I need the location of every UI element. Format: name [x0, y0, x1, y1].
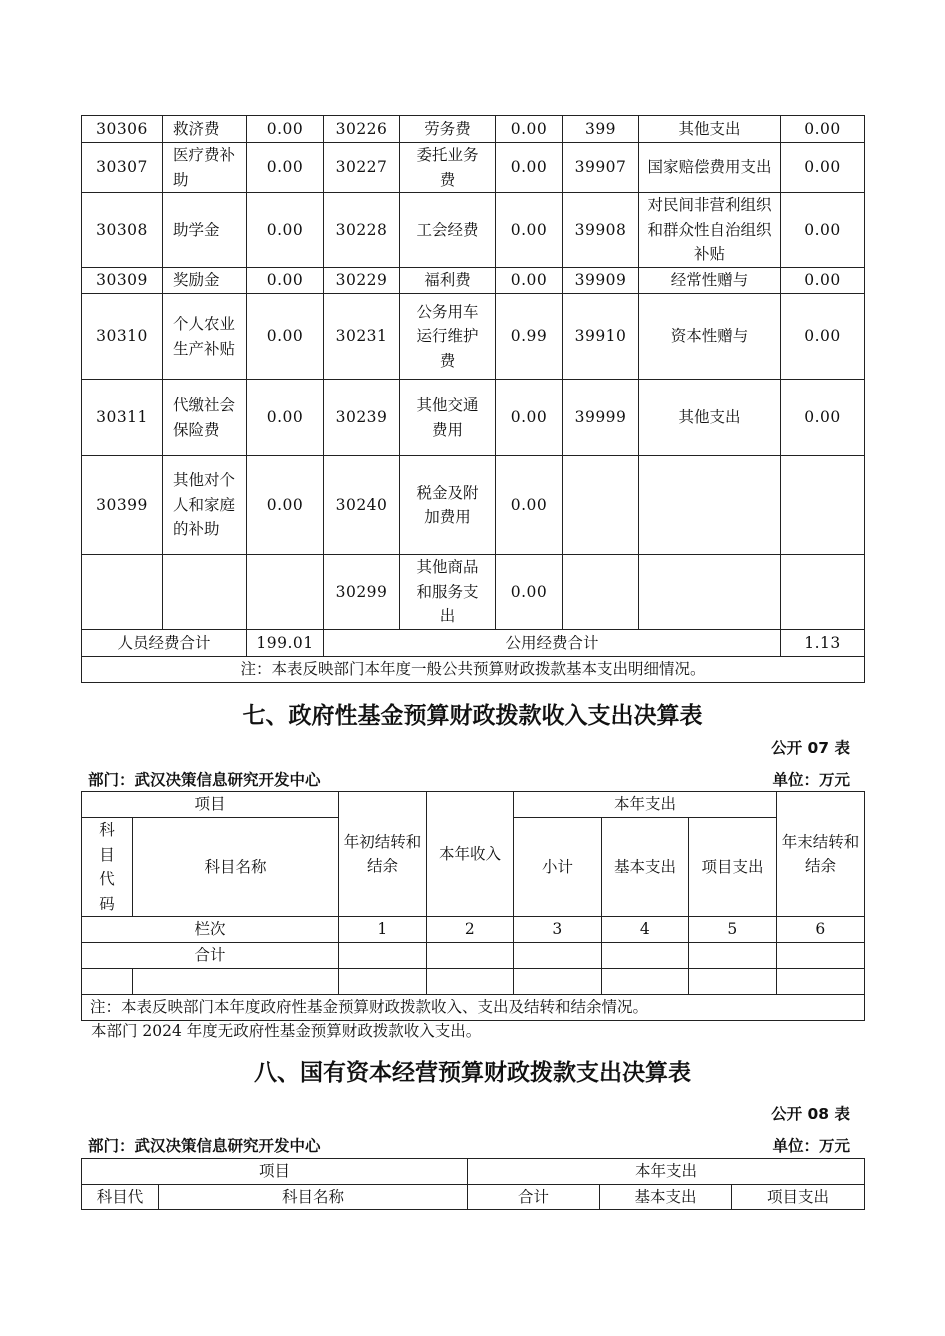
- table7-note: 注：本表反映部门本年度政府性基金预算财政拨款收入、支出及结转和结余情况。: [82, 995, 865, 1021]
- personnel-total-label: 人员经费合计: [82, 630, 247, 657]
- table-cell-c4: 30229: [324, 268, 400, 294]
- table7-note-row: [82, 995, 865, 1021]
- header-project: 项目: [82, 1159, 468, 1185]
- table-cell-c8: [639, 456, 781, 555]
- empty-cell: [427, 969, 514, 995]
- header-income: 本年收入: [427, 792, 514, 917]
- empty-cell: [339, 943, 427, 969]
- col-num: 3: [514, 917, 602, 943]
- table-cell-c5: 税金及附加费用: [400, 456, 496, 555]
- table-cell-c5: 劳务费: [400, 116, 496, 143]
- table-cell-c3: 0.00: [247, 380, 324, 456]
- header-begin-balance: 年初结转和结余: [339, 792, 427, 917]
- empty-cell: [602, 943, 689, 969]
- table-cell-c5: 工会经费: [400, 193, 496, 268]
- table-cell-c2: 救济费: [163, 116, 247, 143]
- header-subject-code: 科目代: [82, 1184, 159, 1210]
- table-cell-c6: 0.00: [496, 193, 563, 268]
- personnel-total-value: 199.01: [247, 630, 324, 657]
- table-cell-c1: 30310: [82, 294, 163, 380]
- table-cell-c2: [163, 555, 247, 630]
- table-cell-c6: 0.99: [496, 294, 563, 380]
- table-cell-c4: 30239: [324, 380, 400, 456]
- header-basic-expense: 基本支出: [600, 1184, 732, 1210]
- table-cell-c8: 其他支出: [639, 116, 781, 143]
- table-cell-c9: [781, 456, 865, 555]
- table-cell-c5: 福利费: [400, 268, 496, 294]
- table-cell-c3: 0.00: [247, 193, 324, 268]
- table-cell-c3: 0.00: [247, 268, 324, 294]
- table-cell-c9: [781, 555, 865, 630]
- empty-cell: [514, 969, 602, 995]
- col-num: 1: [339, 917, 427, 943]
- table-cell-c6: 0.00: [496, 555, 563, 630]
- table-cell-c8: 对民间非营利组织和群众性自治组织补贴: [639, 193, 781, 268]
- table6-note-row: [82, 657, 865, 683]
- total-label: 合计: [82, 943, 339, 969]
- table-cell-c2: 代缴社会保险费: [163, 380, 247, 456]
- column-number-row: [82, 917, 865, 943]
- section8-unit: 单位：万元: [772, 1137, 850, 1155]
- table-cell-c9: 0.00: [781, 143, 865, 193]
- table-cell-c5: 公务用车运行维护费: [400, 294, 496, 380]
- header-end-balance: 年末结转和结余: [777, 792, 865, 917]
- table-row: [82, 116, 865, 143]
- table-cell-c4: 30299: [324, 555, 400, 630]
- table-row: [82, 456, 865, 555]
- table-cell-c2: 其他对个人和家庭的补助: [163, 456, 247, 555]
- table-cell-c7: [563, 456, 639, 555]
- table-cell-c7: 39910: [563, 294, 639, 380]
- basic-expense-detail-table: [81, 115, 865, 683]
- col-num: 2: [427, 917, 514, 943]
- state-capital-table: [81, 1158, 865, 1210]
- table-cell-c8: 经常性赠与: [639, 268, 781, 294]
- table-cell-c4: 30240: [324, 456, 400, 555]
- total-row: [82, 943, 865, 969]
- table-cell-c3: [247, 555, 324, 630]
- section8-department: 部门：武汉决策信息研究开发中心: [88, 1137, 321, 1155]
- lanci-label: 栏次: [82, 917, 339, 943]
- public-total-value: 1.13: [781, 630, 865, 657]
- table-cell-c2: 助学金: [163, 193, 247, 268]
- table-cell-c7: 39909: [563, 268, 639, 294]
- table-row: [82, 193, 865, 268]
- table-cell-c2: 医疗费补助: [163, 143, 247, 193]
- table-cell-c9: 0.00: [781, 268, 865, 294]
- table-row: [82, 555, 865, 630]
- table-cell-c5: 其他交通费用: [400, 380, 496, 456]
- header-project-expense: 项目支出: [689, 818, 777, 917]
- section7-unit: 单位：万元: [772, 771, 850, 789]
- table-cell-c1: 30311: [82, 380, 163, 456]
- section7-table-no: 公开 07 表: [771, 739, 850, 757]
- table-cell-c9: 0.00: [781, 294, 865, 380]
- table-cell-c8: 资本性赠与: [639, 294, 781, 380]
- empty-cell: [689, 943, 777, 969]
- table-cell-c7: 39908: [563, 193, 639, 268]
- table-cell-c1: 30309: [82, 268, 163, 294]
- col-num: 4: [602, 917, 689, 943]
- table-cell-c2: 个人农业生产补贴: [163, 294, 247, 380]
- table-cell-c3: 0.00: [247, 143, 324, 193]
- table-cell-c6: 0.00: [496, 456, 563, 555]
- section7-department: 部门：武汉决策信息研究开发中心: [88, 771, 321, 789]
- table-row: [82, 268, 865, 294]
- table-cell-c8: [639, 555, 781, 630]
- personnel-total-row: [82, 630, 865, 657]
- table-cell-c4: 30228: [324, 193, 400, 268]
- header-subject-code: 科目代码: [82, 818, 133, 917]
- header-basic-expense: 基本支出: [602, 818, 689, 917]
- empty-cell: [777, 943, 865, 969]
- table-cell-c4: 30227: [324, 143, 400, 193]
- table-cell-c8: 国家赔偿费用支出: [639, 143, 781, 193]
- table-cell-c7: 39999: [563, 380, 639, 456]
- empty-cell: [777, 969, 865, 995]
- header-subject-name: 科目名称: [159, 1184, 468, 1210]
- gov-fund-table: [81, 791, 865, 1021]
- table-cell-c3: 0.00: [247, 456, 324, 555]
- table-cell-c7: [563, 555, 639, 630]
- table-cell-c1: [82, 555, 163, 630]
- header-subtotal: 小计: [514, 818, 602, 917]
- table-row: [82, 143, 865, 193]
- header-project: 项目: [82, 792, 339, 818]
- table-cell-c4: 30226: [324, 116, 400, 143]
- empty-cell: [427, 943, 514, 969]
- table-cell-c1: 30306: [82, 116, 163, 143]
- table-cell-c8: 其他支出: [639, 380, 781, 456]
- table-cell-c5: 其他商品和服务支出: [400, 555, 496, 630]
- table-cell-c4: 30231: [324, 294, 400, 380]
- table-cell-c7: 399: [563, 116, 639, 143]
- empty-cell: [514, 943, 602, 969]
- empty-cell: [133, 969, 339, 995]
- table-row: [82, 380, 865, 456]
- table-cell-c1: 30399: [82, 456, 163, 555]
- empty-cell: [689, 969, 777, 995]
- empty-cell: [602, 969, 689, 995]
- public-total-label: 公用经费合计: [324, 630, 781, 657]
- table-cell-c9: 0.00: [781, 116, 865, 143]
- section8-title: 八、国有资本经营预算财政拨款支出决算表: [254, 1060, 691, 1086]
- section7-title: 七、政府性基金预算财政拨款收入支出决算表: [242, 703, 703, 729]
- table-cell-c9: 0.00: [781, 380, 865, 456]
- table-cell-c6: 0.00: [496, 116, 563, 143]
- header-current-expense: 本年支出: [468, 1159, 865, 1185]
- blank-row: [82, 969, 865, 995]
- table-cell-c7: 39907: [563, 143, 639, 193]
- table-cell-c1: 30308: [82, 193, 163, 268]
- table-cell-c1: 30307: [82, 143, 163, 193]
- col-num: 6: [777, 917, 865, 943]
- header-subject-name: 科目名称: [133, 818, 339, 917]
- table-cell-c6: 0.00: [496, 143, 563, 193]
- table-row: [82, 294, 865, 380]
- table6-note: 注：本表反映部门本年度一般公共预算财政拨款基本支出明细情况。: [82, 657, 865, 683]
- table-cell-c2: 奖励金: [163, 268, 247, 294]
- table-cell-c3: 0.00: [247, 116, 324, 143]
- header-current-expense: 本年支出: [514, 792, 777, 818]
- header-project-expense: 项目支出: [732, 1184, 865, 1210]
- section7-remark: 本部门 2024 年度无政府性基金预算财政拨款收入支出。: [91, 1022, 482, 1040]
- col-num: 5: [689, 917, 777, 943]
- table-cell-c6: 0.00: [496, 268, 563, 294]
- table-cell-c9: 0.00: [781, 193, 865, 268]
- table-cell-c6: 0.00: [496, 380, 563, 456]
- empty-cell: [339, 969, 427, 995]
- empty-cell: [82, 969, 133, 995]
- table-cell-c5: 委托业务费: [400, 143, 496, 193]
- table-cell-c3: 0.00: [247, 294, 324, 380]
- section8-table-no: 公开 08 表: [771, 1105, 850, 1123]
- header-total: 合计: [468, 1184, 600, 1210]
